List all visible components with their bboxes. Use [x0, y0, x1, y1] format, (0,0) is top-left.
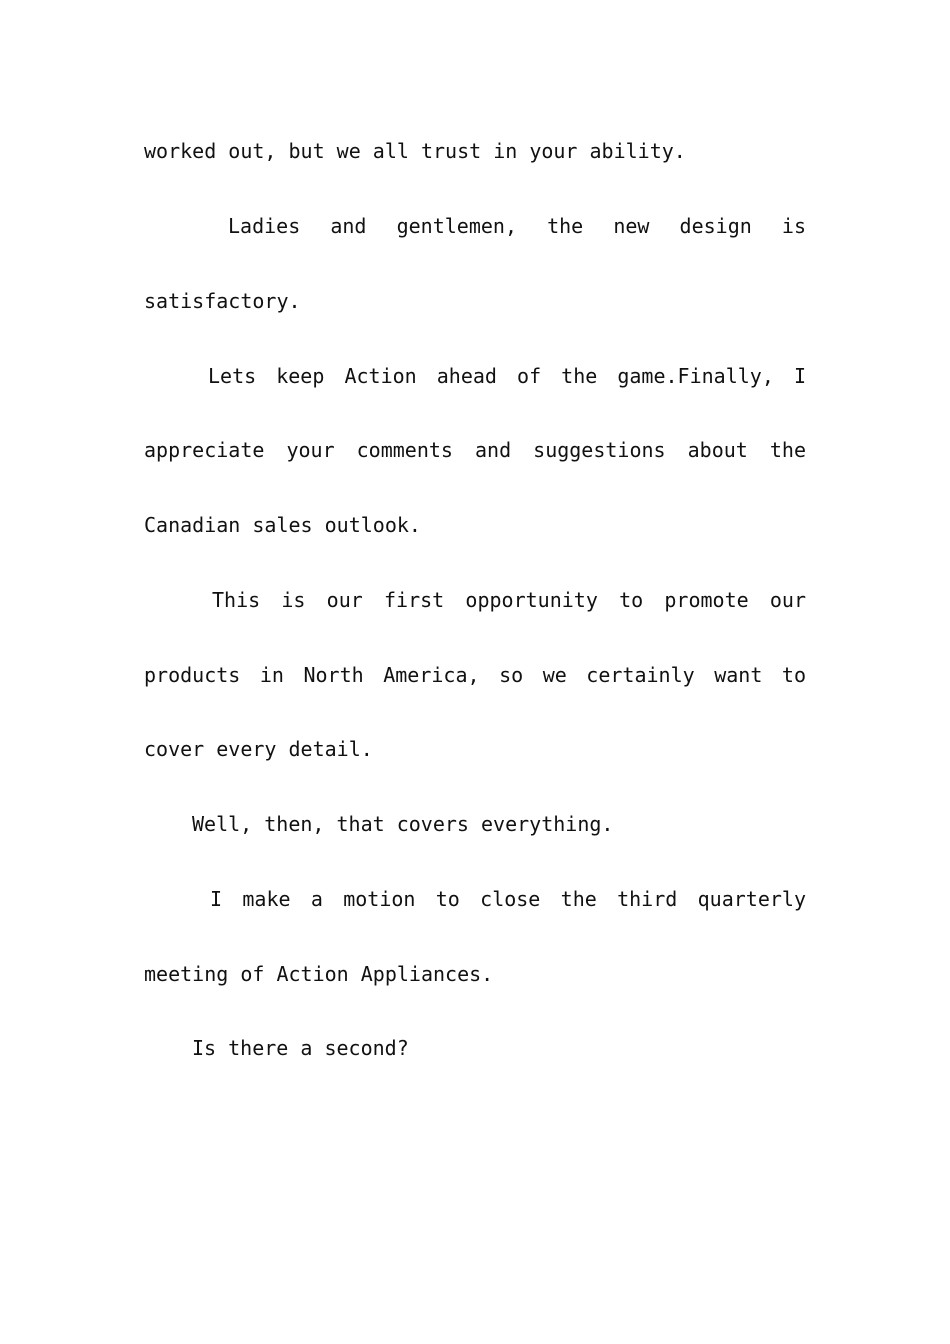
text-line: worked out, but we all trust in your ability. [144, 139, 686, 163]
paragraph-first-line: Lets keep Action ahead of the game.Finally, I [208, 364, 806, 388]
text-line: appreciate your comments and suggestions about the [144, 438, 806, 462]
text-line: satisfactory. [144, 289, 301, 313]
text-line: Canadian sales outlook. [144, 513, 421, 537]
paragraph-first-line: I make a motion to close the third quarterly [210, 887, 806, 911]
paragraph-first-line: This is our first opportunity to promote our [212, 588, 806, 612]
paragraph-line: Well, then, that covers everything. [192, 812, 614, 836]
text-line: meeting of Action Appliances. [144, 962, 494, 986]
paragraph-first-line: Ladies and gentlemen, the new design is [228, 214, 806, 238]
text-line: products in North America, so we certainly want to [144, 663, 806, 687]
text-line: cover every detail. [144, 737, 373, 761]
paragraph-line: Is there a second? [192, 1036, 409, 1060]
